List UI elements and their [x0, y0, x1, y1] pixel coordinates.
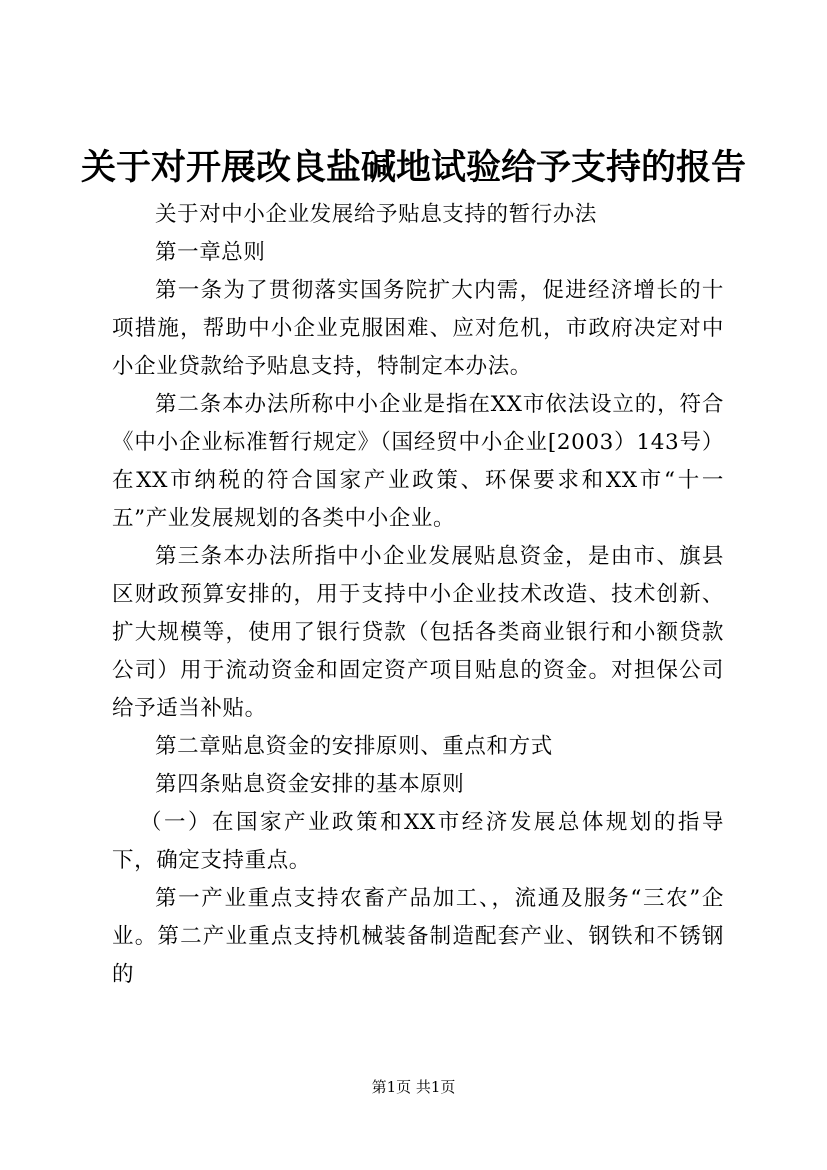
page-number-footer: 第1页 共1页: [371, 1078, 456, 1096]
paragraph-article-4: 第四条贴息资金安排的基本原则: [155, 772, 465, 797]
paragraph-subtitle: 关于对中小企业发展给予贴息支持的暂行办法: [155, 202, 598, 227]
paragraph-article-3: 第三条本办法所指中小企业发展贴息资金，是由市、旗县区财政预算安排的，用于支持中小企业技术改造、技术创新、扩大规模等，使用了银行贷款（包括各类商业银行和小额贷款公司）用于流动资金和固定资产项目贴息的资金。对担保公司给予适当补贴。: [112, 544, 724, 721]
document-title: 关于对开展改良盐碱地试验给予支持的报告: [80, 147, 746, 188]
paragraph-item-1: （一）在国家产业政策和XX市经济发展总体规划的指导下，确定支持重点。: [112, 810, 724, 873]
paragraph-chapter-2: 第二章贴息资金的安排原则、重点和方式: [155, 734, 553, 759]
document-body: [112, 196, 724, 994]
paragraph-industry: 第一产业重点支持农畜产品加工、，流通及服务“三农”企业。第二产业重点支持机械装备制造配套产业、钢铁和不锈钢的: [112, 886, 724, 987]
paragraph-article-1: 第一条为了贯彻落实国务院扩大内需，促进经济增长的十项措施，帮助中小企业克服困难、应对危机，市政府决定对中小企业贷款给予贴息支持，特制定本办法。: [112, 278, 724, 379]
paragraph-article-2: 第二条本办法所称中小企业是指在XX市依法设立的，符合《中小企业标准暂行规定》（国经贸中小企业[2003）143号）在XX市纳税的符合国家产业政策、环保要求和XX市“十一五”产业发展规划的各类中小企业。: [112, 392, 724, 531]
paragraph-chapter-1: 第一章总则: [155, 240, 266, 265]
